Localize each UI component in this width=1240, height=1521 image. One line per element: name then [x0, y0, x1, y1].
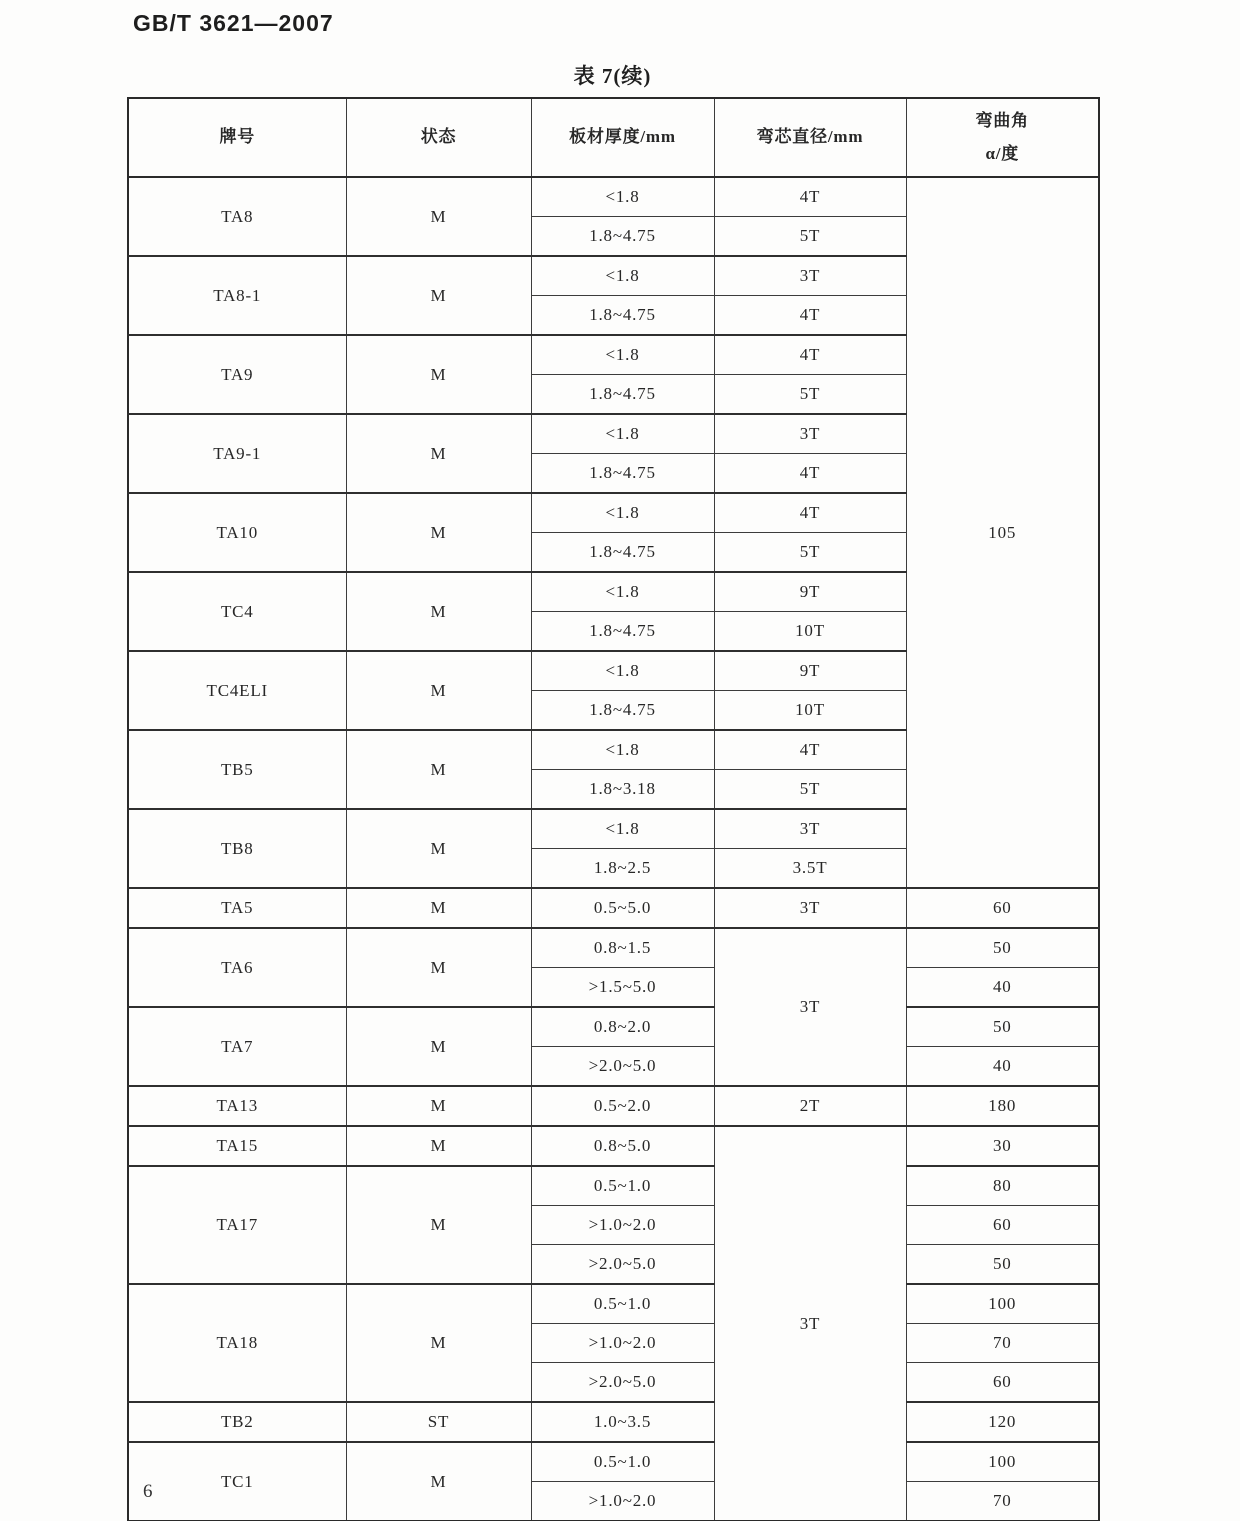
- table-cell: 4T: [714, 454, 906, 494]
- table-cell: M: [346, 928, 531, 1007]
- table-cell: 40: [906, 968, 1099, 1008]
- table-cell: 2T: [714, 1086, 906, 1126]
- table-cell: 1.8~4.75: [531, 296, 714, 336]
- column-header-label: 弯曲角: [975, 111, 1029, 131]
- table-cell: 50: [906, 1007, 1099, 1047]
- table-cell: 1.8~4.75: [531, 533, 714, 573]
- column-header: [346, 98, 531, 177]
- table-cell: 100: [906, 1284, 1099, 1324]
- table-cell: <1.8: [531, 177, 714, 217]
- table-cell: 4T: [714, 296, 906, 336]
- table-cell: 60: [906, 1363, 1099, 1403]
- table-cell: >2.0~5.0: [531, 1047, 714, 1087]
- table-row: [128, 1126, 1099, 1166]
- table-cell: 0.5~2.0: [531, 1086, 714, 1126]
- table-cell: 5T: [714, 770, 906, 810]
- table-cell: >2.0~5.0: [531, 1245, 714, 1285]
- column-header: [714, 98, 906, 177]
- table-row: [128, 928, 1099, 968]
- table-cell: 3T: [714, 414, 906, 454]
- table-cell: M: [346, 572, 531, 651]
- table-cell: 1.8~4.75: [531, 612, 714, 652]
- table-cell: M: [346, 888, 531, 928]
- table-cell: 0.5~1.0: [531, 1166, 714, 1206]
- table-cell: 1.8~3.18: [531, 770, 714, 810]
- table-cell: <1.8: [531, 730, 714, 770]
- standard-code: GB/T 3621—2007: [133, 10, 334, 36]
- table-cell: TC4ELI: [128, 651, 346, 730]
- table-row: [128, 177, 1099, 217]
- table-row: [128, 888, 1099, 928]
- table-cell: TB2: [128, 1402, 346, 1442]
- table-cell: 4T: [714, 730, 906, 770]
- table-cell: >1.0~2.0: [531, 1482, 714, 1521]
- table-cell: M: [346, 730, 531, 809]
- table-cell: TB5: [128, 730, 346, 809]
- table-cell: <1.8: [531, 256, 714, 296]
- table-cell: M: [346, 1007, 531, 1086]
- table-cell: TA7: [128, 1007, 346, 1086]
- table-cell: TA9-1: [128, 414, 346, 493]
- table-title: 表 7(续): [573, 64, 652, 88]
- table-cell: TA15: [128, 1126, 346, 1166]
- table-cell: M: [346, 1086, 531, 1126]
- table-cell: 120: [906, 1402, 1099, 1442]
- column-header-label: 牌号: [219, 127, 256, 147]
- column-header-label: 弯芯直径/mm: [756, 127, 864, 147]
- table-cell: 10T: [714, 612, 906, 652]
- table-cell: TB8: [128, 809, 346, 888]
- table-row: [128, 1442, 1099, 1482]
- table-cell: TA10: [128, 493, 346, 572]
- table-cell: <1.8: [531, 809, 714, 849]
- table-cell: TA17: [128, 1166, 346, 1284]
- table-cell: ST: [346, 1402, 531, 1442]
- table-cell: 0.8~5.0: [531, 1126, 714, 1166]
- table-cell: 50: [906, 928, 1099, 968]
- table-cell: 1.8~4.75: [531, 691, 714, 731]
- column-header: [906, 98, 1099, 177]
- table-cell: M: [346, 651, 531, 730]
- table-cell: <1.8: [531, 414, 714, 454]
- table-cell: 0.5~1.0: [531, 1284, 714, 1324]
- table-cell: 100: [906, 1442, 1099, 1482]
- table-cell: TA9: [128, 335, 346, 414]
- table-cell: TC1: [128, 1442, 346, 1521]
- table-cell: M: [346, 1126, 531, 1166]
- table-header: [128, 98, 1099, 177]
- table-cell: 9T: [714, 572, 906, 612]
- table-cell: <1.8: [531, 493, 714, 533]
- table-cell: 4T: [714, 335, 906, 375]
- table-cell: 180: [906, 1086, 1099, 1126]
- table-cell: <1.8: [531, 651, 714, 691]
- table-cell: 60: [906, 888, 1099, 928]
- header-row: [128, 98, 1099, 177]
- table-cell: 80: [906, 1166, 1099, 1206]
- table-cell: 5T: [714, 375, 906, 415]
- table-cell: 50: [906, 1245, 1099, 1285]
- table-cell: 1.8~4.75: [531, 454, 714, 494]
- table-cell: TC4: [128, 572, 346, 651]
- table-cell: >2.0~5.0: [531, 1363, 714, 1403]
- table-cell: 60: [906, 1206, 1099, 1245]
- table-cell: 5T: [714, 533, 906, 573]
- table-cell: TA5: [128, 888, 346, 928]
- table-cell: <1.8: [531, 572, 714, 612]
- table-cell: M: [346, 414, 531, 493]
- table-cell: M: [346, 493, 531, 572]
- page-number: 6: [143, 1481, 153, 1502]
- table-row: [128, 1402, 1099, 1442]
- table-cell: 4T: [714, 493, 906, 533]
- column-header: [531, 98, 714, 177]
- table-cell: 3T: [714, 888, 906, 928]
- table-cell: 3T: [714, 809, 906, 849]
- table-cell: 70: [906, 1324, 1099, 1363]
- column-header-label: 状态: [420, 127, 457, 147]
- table-row: [128, 1086, 1099, 1126]
- table-cell: 0.5~5.0: [531, 888, 714, 928]
- table-cell: TA6: [128, 928, 346, 1007]
- table-body: [128, 177, 1099, 1521]
- table-cell: TA13: [128, 1086, 346, 1126]
- table-cell: 70: [906, 1482, 1099, 1521]
- table-cell: M: [346, 1166, 531, 1284]
- table-cell: 5T: [714, 217, 906, 257]
- table-cell: 3T: [714, 256, 906, 296]
- table-cell: 0.8~1.5: [531, 928, 714, 968]
- table-row: [128, 1284, 1099, 1324]
- table-cell: 40: [906, 1047, 1099, 1087]
- table-cell: <1.8: [531, 335, 714, 375]
- table-cell: 30: [906, 1126, 1099, 1166]
- table-cell: TA18: [128, 1284, 346, 1402]
- column-header: [128, 98, 346, 177]
- table-cell: 10T: [714, 691, 906, 731]
- table-cell: M: [346, 177, 531, 256]
- table-row: [128, 1166, 1099, 1206]
- column-header-sublabel: α/度: [985, 143, 1020, 163]
- table-cell: 105: [906, 177, 1099, 888]
- column-header-label: 板材厚度/mm: [569, 127, 676, 147]
- table-cell: 3T: [714, 1126, 906, 1521]
- table-cell: M: [346, 1284, 531, 1402]
- table-row: [128, 1007, 1099, 1047]
- table-cell: 4T: [714, 177, 906, 217]
- table-cell: M: [346, 809, 531, 888]
- table-cell: 1.8~4.75: [531, 217, 714, 257]
- table-cell: M: [346, 256, 531, 335]
- table-cell: 9T: [714, 651, 906, 691]
- table-cell: 0.5~1.0: [531, 1442, 714, 1482]
- table-cell: 3.5T: [714, 849, 906, 889]
- table-cell: 1.0~3.5: [531, 1402, 714, 1442]
- table-cell: TA8: [128, 177, 346, 256]
- table-cell: 3T: [714, 928, 906, 1086]
- table-cell: 1.8~2.5: [531, 849, 714, 889]
- table-cell: M: [346, 1442, 531, 1521]
- table-cell: >1.0~2.0: [531, 1206, 714, 1245]
- table-cell: TA8-1: [128, 256, 346, 335]
- table-cell: M: [346, 335, 531, 414]
- table-cell: 0.8~2.0: [531, 1007, 714, 1047]
- bend-test-requirements-table: [127, 97, 1100, 1521]
- table-cell: 1.8~4.75: [531, 375, 714, 415]
- table-cell: >1.0~2.0: [531, 1324, 714, 1363]
- table-cell: >1.5~5.0: [531, 968, 714, 1008]
